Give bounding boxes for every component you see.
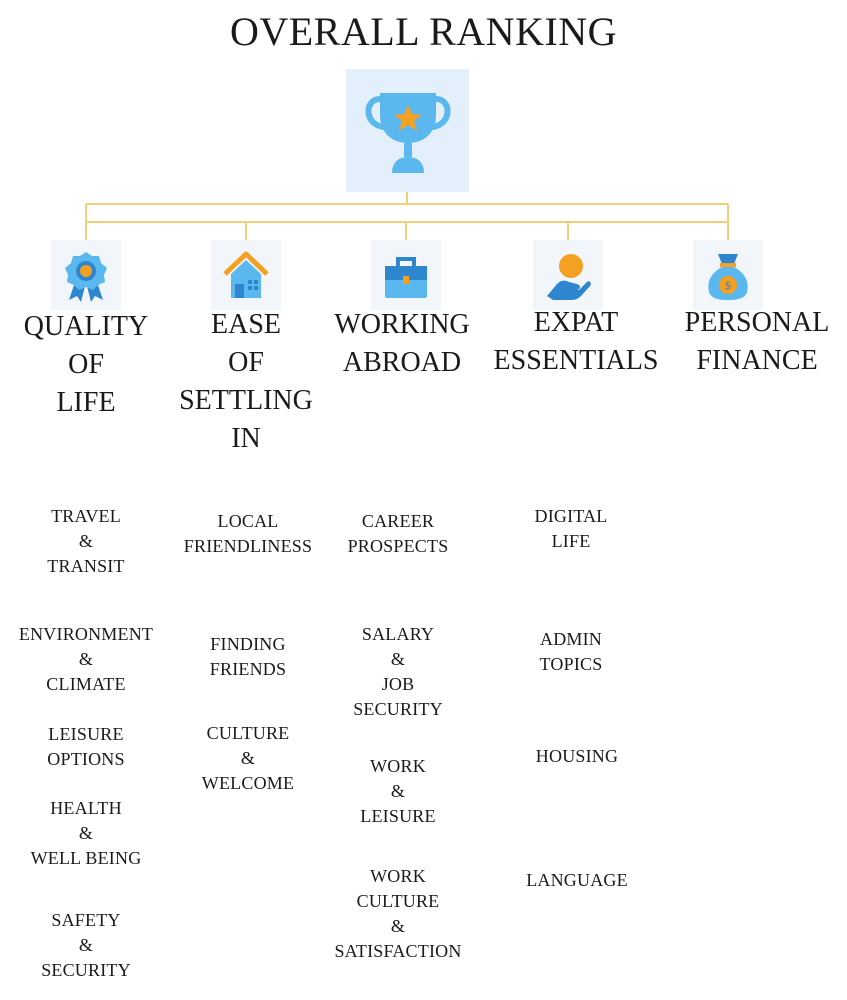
subcategory-travel-transit: TRAVEL & TRANSIT (47, 506, 125, 576)
money-bag-icon (705, 250, 751, 302)
ease-of-settling-icon-tile (211, 240, 281, 310)
subcategory-admin-topics: ADMIN TOPICS (539, 629, 603, 674)
hand-coin-icon (545, 250, 591, 302)
svg-text:$: $ (724, 279, 732, 292)
category-expat-essentials: EXPAT ESSENTIALS (493, 307, 659, 376)
subcategory-culture-welcome: CULTURE & WELCOME (201, 723, 295, 793)
subcategory-safety-security: SAFETY & SECURITY (41, 910, 131, 980)
working-abroad-icon-tile (371, 240, 441, 310)
subcategory-finding-friends: FINDING FRIENDS (209, 634, 287, 679)
subcategory-digital-life: DIGITAL LIFE (534, 506, 608, 551)
subcategory-housing: HOUSING (535, 746, 619, 766)
connector-lines (0, 0, 847, 260)
category-quality-of-life: QUALITY OF LIFE (23, 311, 149, 418)
category-ease-of-settling-in: EASE OF SETTLING IN (179, 309, 313, 454)
subcategory-salary-job-security: SALARY & JOB SECURITY (353, 624, 443, 719)
subcategory-language: LANGUAGE (526, 870, 628, 890)
personal-finance-icon-tile (693, 240, 763, 310)
subcategory-local-friendliness: LOCAL FRIENDLINESS (183, 511, 313, 556)
quality-of-life-icon-tile (51, 240, 121, 310)
award-badge-icon (63, 250, 109, 302)
category-working-abroad: WORKING ABROAD (334, 309, 470, 378)
expat-essentials-icon-tile (533, 240, 603, 310)
category-personal-finance: PERSONAL FINANCE (684, 307, 830, 376)
subcategory-work-leisure: WORK & LEISURE (360, 756, 436, 826)
diagram-title: OVERALL RANKING (229, 9, 618, 54)
subcategory-environment-climate: ENVIRONMENT & CLIMATE (18, 624, 154, 694)
briefcase-icon (383, 250, 429, 302)
subcategory-health-well-being: HEALTH & WELL BEING (30, 798, 142, 868)
subcategory-career-prospects: CAREER PROSPECTS (347, 511, 449, 556)
subcategory-leisure-options: LEISURE OPTIONS (47, 724, 125, 769)
house-icon (223, 250, 269, 302)
subcategory-work-culture-satisfaction: WORK CULTURE & SATISFACTION (334, 866, 462, 961)
